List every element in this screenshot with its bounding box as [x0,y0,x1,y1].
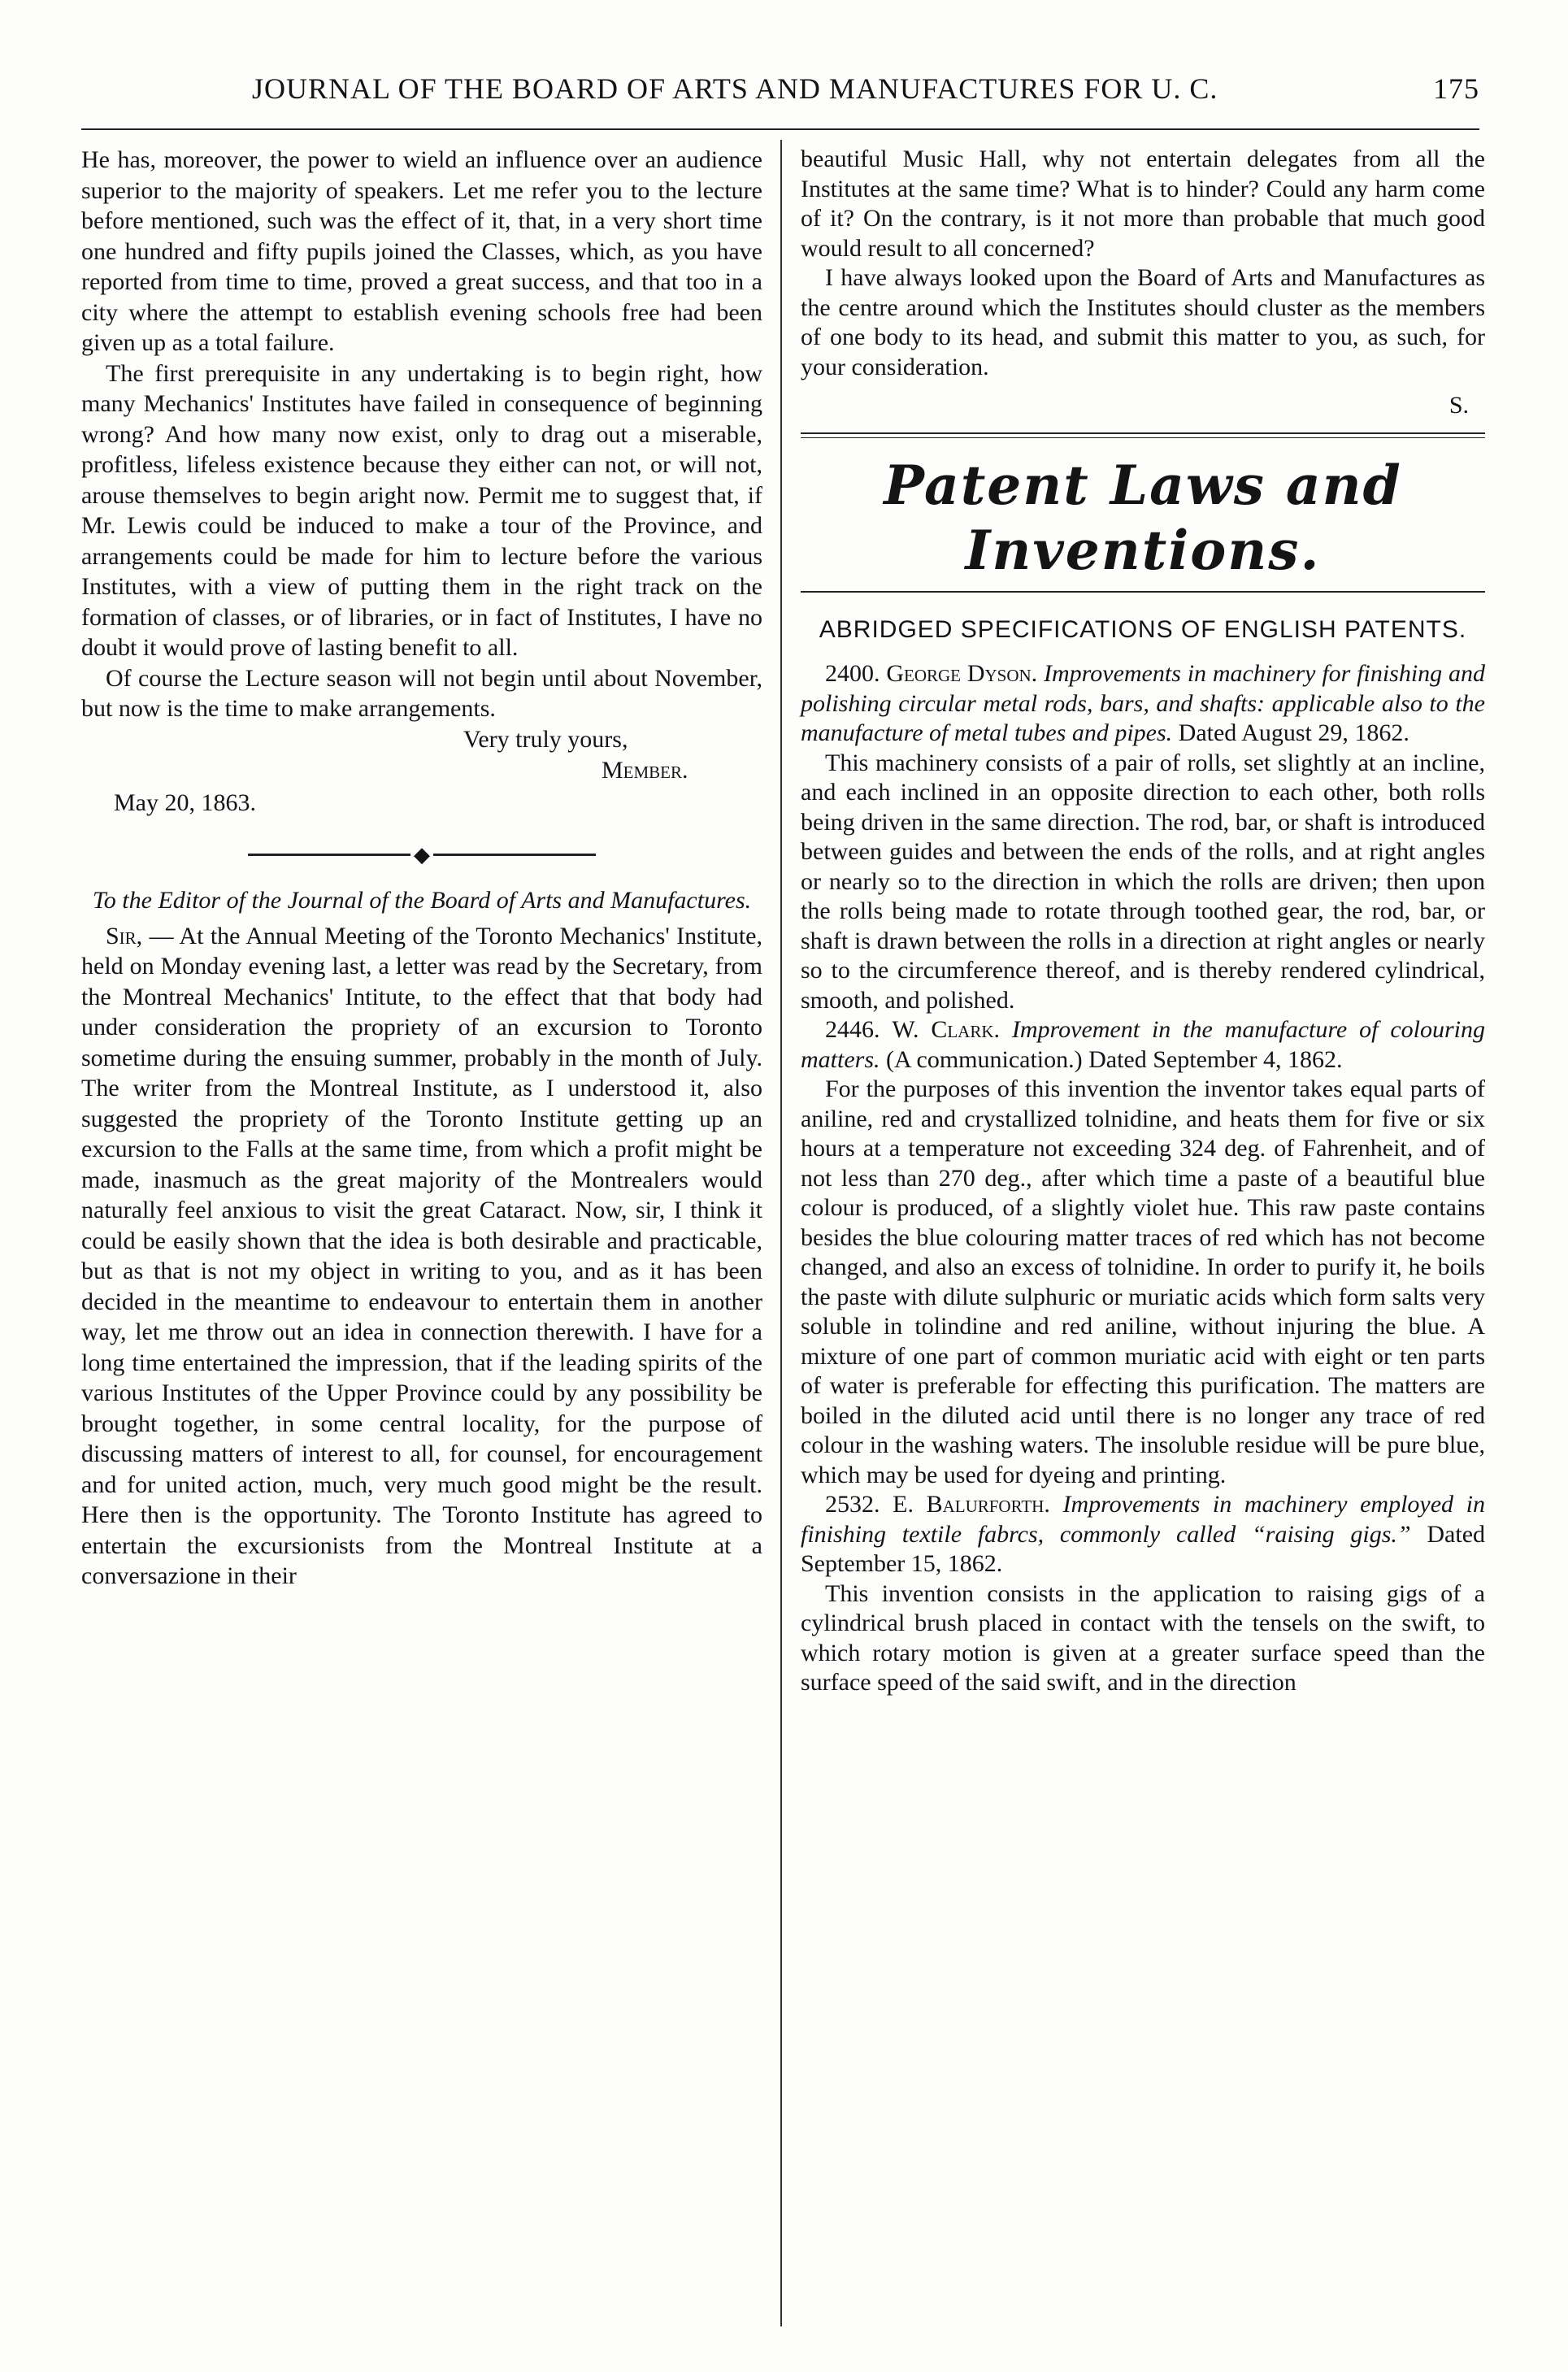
patent-entry [801,659,1485,749]
section-ornament [81,841,762,867]
inventor-name: E. Balurforth. [893,1491,1050,1518]
paragraph: I have always looked upon the Board of Arts and Manufactures as the centre around which the Institutes should cluster as the members of one body to its head, and submit this matter to you, as such, for your consideration. [801,264,1485,380]
patent-title: Improvement in the manufacture of colouring matters. [801,1016,1486,1073]
patent-title: Improvements in machinery employed in finishing textile fabrcs, commonly called “raising gigs.” [801,1491,1486,1548]
inventor-name: George Dyson. [886,660,1038,687]
salutation: Sir, — [106,922,174,949]
patent-date: (A communication.) Dated September 4, 1862. [886,1045,1343,1073]
paragraph: This invention consists in the application to raising gigs of a cylindrical brush placed in contact with the tensels on the swift, to which rotary motion is given at a greater surface speed than the surface speed of the said swift, and in the direction [801,1579,1485,1696]
paragraph: This machinery consists of a pair of rolls, set slightly at an incline, and each inclined in an opposite direction to each other, both rolls being driven in the same direction. The rod, bar, or shaft is introduced between guides and between the ends of the rolls, and at right angles or nearly so to the direction in which the rolls are driven; then upon the rolls being made to rotate through toothed gear, the rod, bar, or shaft is drawn between the rolls in a direction at right angles or nearly so to the circumference thereof, and is thereby rendered cylindrical, smooth, and polished. [801,749,1485,1014]
inventor-name: W. Clark. [892,1016,1001,1043]
paragraph: Of course the Lecture season will not begin until about November, but now is the time to make arrangements. [81,664,762,722]
patent-date: Dated September 15, 1862. [801,1520,1486,1577]
page-number: 175 [1433,72,1479,105]
letter-date: May 20, 1863. [114,788,256,816]
section-rule [801,591,1485,593]
ornament-rule [248,854,410,856]
letter-heading: To the Editor of the Journal of the Board of Arts and Manufactures. [92,886,752,914]
diamond-icon: ◆ [414,842,430,867]
left-column [81,145,762,1592]
patent-entry [801,1015,1485,1075]
closing-line: Very truly yours, [463,725,628,753]
paragraph: beautiful Music Hall, why not entertain delegates from all the Institutes at the same time? What is to hinder? Could any harm come of it? On the contrary, is it not more than probable that much good would result to all concerned? [801,146,1485,262]
subsection-heading: ABRIDGED SPECIFICATIONS OF ENGLISH PATENTS. [819,616,1467,643]
signature-name: Member. [602,756,688,784]
paragraph: The first prerequisite in any undertaking is to begin right, how many Mechanics' Institutes have failed in consequence of beginning wrong? And how many now exist, only to drag out a miserable, profitless, lifeless existence because they either can not, or will not, arouse themselves to begin aright now. Permit me to suggest that, if Mr. Lewis could be induced to make a tour of the Province, and arrangements could be made for him to lecture before the various Institutes, with a view of putting them in the right track on the formation of classes, or of libraries, or in fact of Institutes, I have no doubt it would prove of lasting benefit to all. [81,359,762,661]
patent-number: 2446. [825,1016,880,1043]
patent-entry [801,1490,1485,1579]
running-header [81,72,1479,120]
header-rule [81,128,1479,130]
letter-signature: S. [1449,392,1469,419]
journal-title: JOURNAL OF THE BOARD OF ARTS AND MANUFACTURES FOR U. C. [252,72,1218,105]
paragraph-text: At the Annual Meeting of the Toronto Mechanics' Institute, held on Monday evening last, a letter was read by the Secretary, from the Montreal Mechanics' Intitute, to the effect that that body had under consideration the propriety of an excursion to Toronto sometime during the ensuing summer, probably in the month of July. The writer from the Montreal Institute, as I understood it, also suggested the propriety of the Toronto Institute getting up an excursion to the Falls at the same time, from which a profit might be made, inasmuch as the great majority of the Montrealers would naturally feel anxious to visit the great Cataract. Now, sir, I think it could be easily shown that the idea is both desirable and practicable, but as that is not my object in writing to you, and as it has been decided in the meantime to endeavour to entertain them in another way, let me throw out an idea in connection therewith. I have for a long time entertained the impression, that if the leading spirits of the various Institutes of the Upper Province could by any possibility be brought together, in some central locality, for the purpose of discussing matters of interest to all, for counsel, for encouragement and for united action, much, very much good might be the result. Here then is the opportunity. The Toronto Institute has agreed to entertain the excursionists from the Montreal Institute at a conversazione in their [81,922,762,1590]
section-title: Patent Laws and Inventions. [884,454,1402,582]
paragraph: For the purposes of this invention the inventor takes equal parts of aniline, red and crystallized tolnidine, and heats them for five or six hours at a temperature not exceeding 324 deg. of Fahrenheit, and of not less than 270 deg., after which time a paste of a beautiful blue colour is produced, of a slightly violet hue. This raw paste contains besides the blue colouring matter traces of red which has not become changed, and also an excess of tolnidine. In order to purify it, he boils the paste with dilute sulphuric or muriatic acids which form salts very soluble in tolindine and red aniline, without injuring the blue. A mixture of one part of common muriatic acid with eight or ten parts of water is preferable for effecting this purification. The matters are boiled in the diluted acid until there is no longer any trace of red colour in the washing waters. The insoluble residue will be pure blue, which may be used for dyeing and printing. [801,1075,1485,1488]
right-column [801,145,1485,1698]
patent-number: 2400. [825,660,880,687]
patent-title: Improvements in machinery for finishing and polishing circular metal rods, bars, and shafts: applicable also to the manufacture of metal tubes and pipes. [801,660,1486,746]
patent-date: Dated August 29, 1862. [1178,719,1409,746]
column-divider [780,140,782,2326]
letter-signature-block [81,724,762,819]
section-rule [801,432,1485,438]
paragraph [81,921,762,1592]
ornament-rule [433,854,596,856]
paragraph: He has, moreover, the power to wield an influence over an audience superior to the majority of speakers. Let me refer you to the lecture before mentioned, such was the effect of it, that, in a very short time one hundred and fifty pupils joined the Classes, which, as you have reported from time to time, proved a great success, and that too in a city where the attempt to establish evening schools free had been given up as a total failure. [81,146,762,356]
patent-number: 2532. [825,1491,880,1518]
